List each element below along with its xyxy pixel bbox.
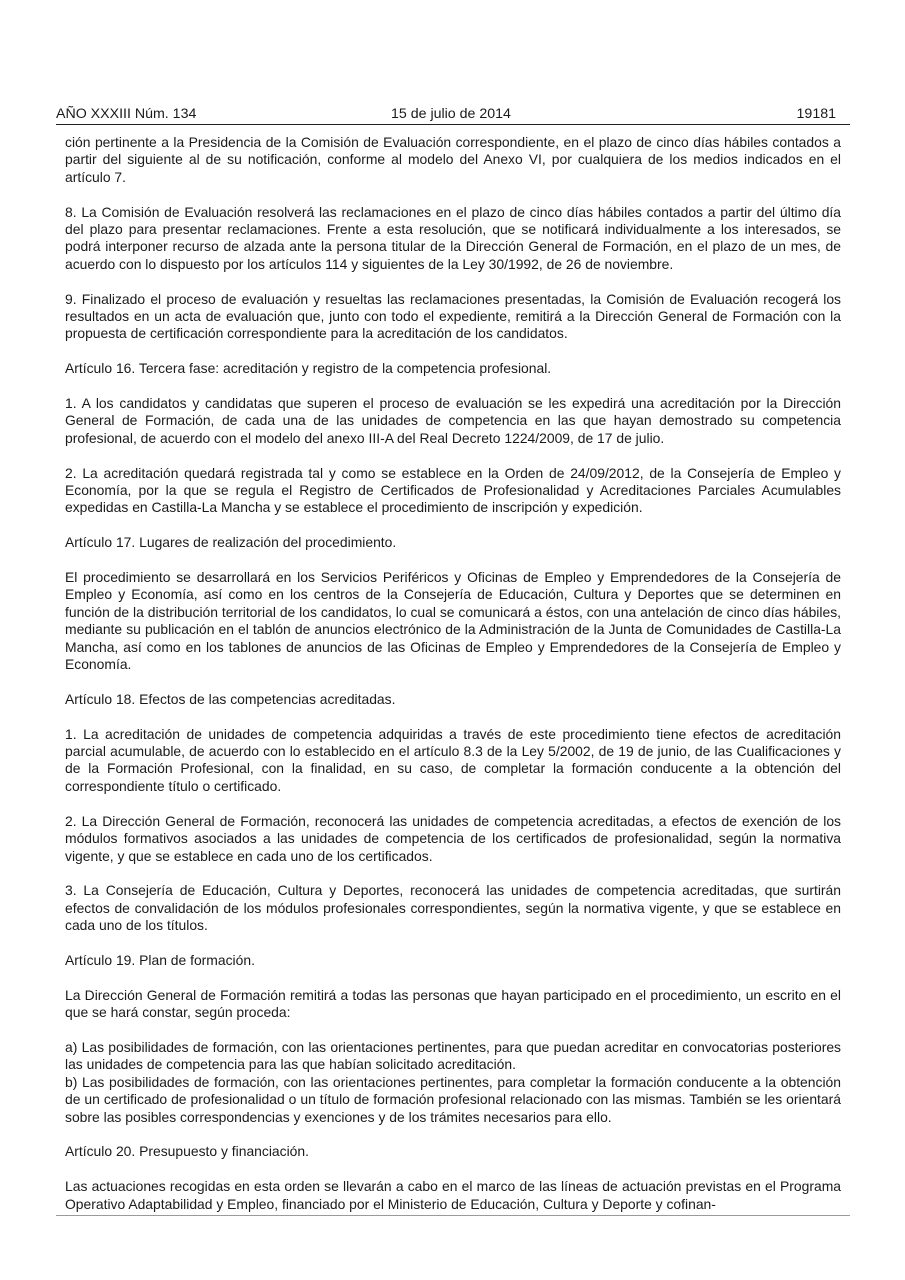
article-heading: Artículo 20. Presupuesto y financiación. (65, 1143, 309, 1160)
paragraph: 1. La acreditación de unidades de competencia adquiridas a través de este procedimiento tiene efectos de acreditación parcial acumulable, de acuerdo con lo establecido en el artículo 8.3 de la Ley 5/2002, de 19 de junio, de las Cualificaciones y de la Formación Profesional, con la finalidad, en su caso, de completar la formación conducente a la obtención del correspondiente título o certificado. (65, 725, 841, 794)
publication-date: 15 de julio de 2014 (391, 106, 511, 122)
list-item: a) Las posibilidades de formación, con las orientaciones pertinentes, para que puedan acreditar en convocatorias posteriores las unidades de competencia para las que habían solicitado acreditación. (65, 1038, 841, 1073)
page-number: 19181 (796, 106, 836, 122)
article-heading: Artículo 16. Tercera fase: acreditación y registro de la competencia profesional. (65, 360, 552, 377)
page-header (56, 104, 850, 125)
article-heading: Artículo 19. Plan de formación. (65, 951, 255, 968)
paragraph: Las actuaciones recogidas en esta orden se llevarán a cabo en el marco de las líneas de actuación previstas en el Programa Operativo Adaptabilidad y Empleo, financiado por el Ministerio de Educación, Cultura y Deporte y cofinan- (65, 1178, 841, 1212)
paragraph: 8. La Comisión de Evaluación resolverá las reclamaciones en el plazo de cinco días hábiles contados a partir del último día del plazo para presentar reclamaciones. Frente a esta resolución, que se notificará individualmente a los interesados, se podrá interponer recurso de alzada ante la persona titular de la Dirección General de Formación, en el plazo de un mes, de acuerdo con lo dispuesto por los artículos 114 y siguientes de la Ley 30/1992, de 26 de noviembre. (65, 203, 841, 272)
paragraph: 3. La Consejería de Educación, Cultura y Deportes, reconocerá las unidades de competencia acreditadas, que surtirán efectos de convalidación de los módulos profesionales correspondientes, según la normativa vigente, y que se establece en cada uno de los títulos. (65, 882, 841, 934)
list-item: b) Las posibilidades de formación, con las orientaciones pertinentes, para completar la formación conducente a la obtención de un certificado de profesionalidad o un título de formación profesional relacionado con las mismas. También se les orientará sobre las posibles correspondencias y exenciones y de los trámites necesarios para ello. (65, 1073, 841, 1125)
article-heading: Artículo 17. Lugares de realización del procedimiento. (65, 534, 397, 551)
paragraph: 2. La acreditación quedará registrada tal y como se establece en la Orden de 24/09/2012, de la Consejería de Empleo y Economía, por la que se regula el Registro de Certificados de Profesionalidad y Acreditaciones Parciales Acumulables expedidas en Castilla-La Mancha y se establece el procedimiento de inscripción y expedición. (65, 464, 841, 516)
issue-number: AÑO XXXIII Núm. 134 (56, 106, 197, 122)
footer-divider (56, 1215, 850, 1216)
paragraph: El procedimiento se desarrollará en los Servicios Periféricos y Oficinas de Empleo y Emprendedores de la Consejería de Empleo y Economía, así como en los centros de la Consejería de Educación, Cultura y Deportes que se determinen en función de la distribución territorial de los candidatos, lo cual se comunicará a éstos, con una antelación de cinco días hábiles, mediante su publicación en el tablón de anuncios electrónico de la Administración de la Junta de Comunidades de Castilla-La Mancha, así como en los tablones de anuncios de las Oficinas de Empleo y Emprendedores de la Consejería de Empleo y Economía. (65, 569, 841, 673)
paragraph: La Dirección General de Formación remitirá a todas las personas que hayan participado en el procedimiento, un escrito en el que se hará constar, según proceda: (65, 986, 841, 1021)
paragraph: 2. La Dirección General de Formación, reconocerá las unidades de competencia acreditadas, a efectos de exención de los módulos formativos asociados a las unidades de competencia de los certificados de profesionalidad, según la normativa vigente, y que se establece en cada uno de los certificados. (65, 812, 841, 864)
paragraph: 9. Finalizado el proceso de evaluación y resueltas las reclamaciones presentadas, la Comisión de Evaluación recogerá los resultados en un acta de evaluación que, junto con todo el expediente, remitirá a la Dirección General de Formación con la propuesta de certificación correspondiente para la acreditación de los candidatos. (65, 290, 841, 342)
paragraph: 1. A los candidatos y candidatas que superen el proceso de evaluación se les expedirá una acreditación por la Dirección General de Formación, de cada una de las unidades de competencia en las que hayan demostrado su competencia profesional, de acuerdo con el modelo del anexo III-A del Real Decreto 1224/2009, de 17 de julio. (65, 395, 841, 446)
document-body (65, 134, 841, 1213)
article-heading: Artículo 18. Efectos de las competencias acreditadas. (65, 690, 396, 707)
paragraph: ción pertinente a la Presidencia de la Comisión de Evaluación correspondiente, en el plazo de cinco días hábiles contados a partir del siguiente al de su notificación, conforme al modelo del Anexo VI, por cualquiera de los medios indicados en el artículo 7. (65, 134, 841, 185)
